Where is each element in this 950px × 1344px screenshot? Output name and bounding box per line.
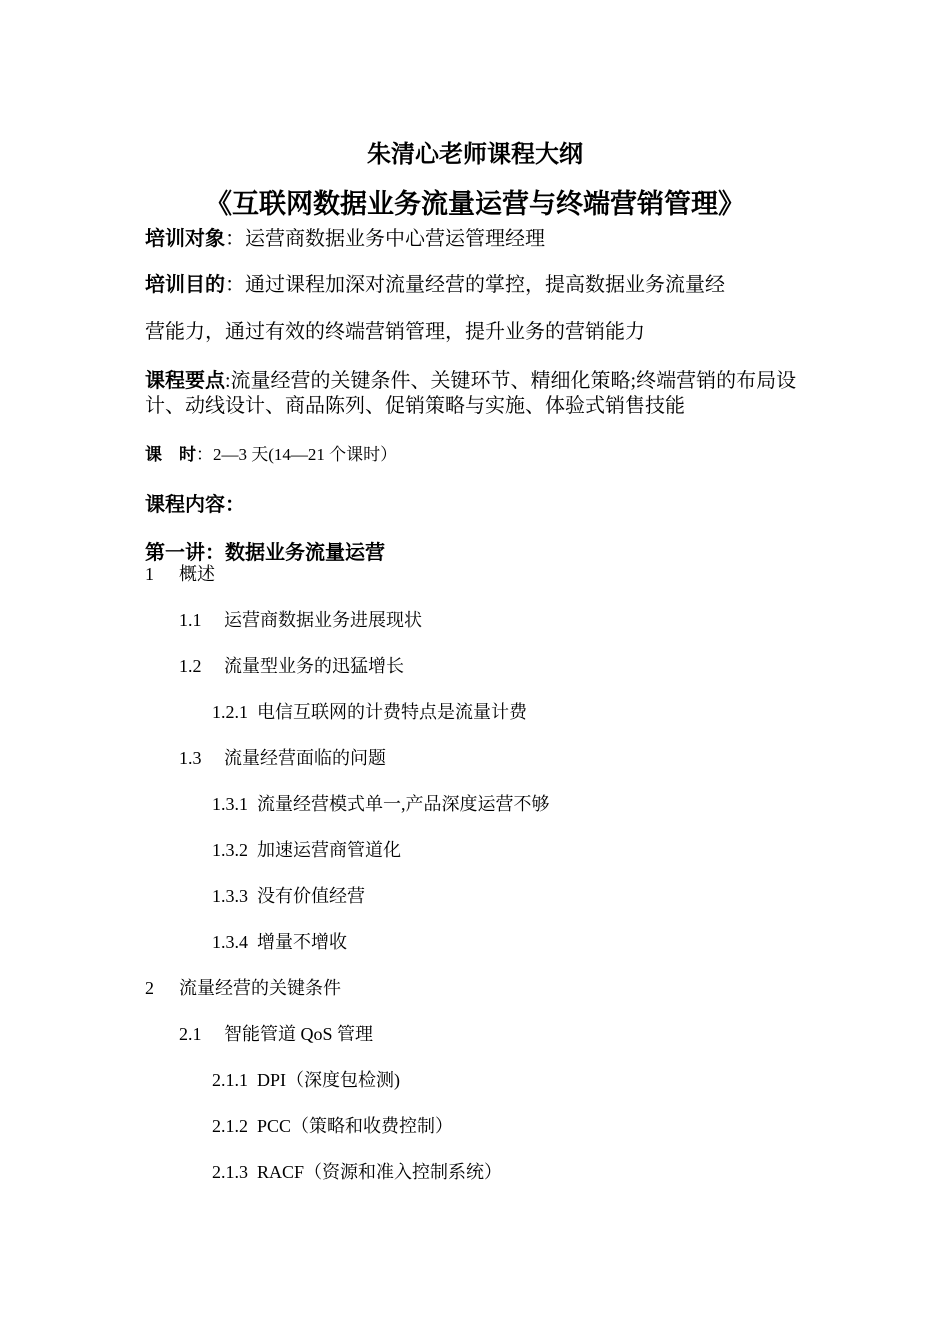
outline-item bbox=[212, 700, 527, 724]
outline-text: 增量不增收 bbox=[257, 932, 347, 952]
course-hours bbox=[145, 443, 397, 467]
training-target-value: ：运营商数据业务中心营运管理经理 bbox=[225, 228, 545, 250]
outline-text: PCC（策略和收费控制） bbox=[257, 1116, 454, 1136]
outline-number: 1.3 bbox=[179, 748, 202, 768]
outline-number: 2 bbox=[145, 978, 154, 998]
training-target bbox=[145, 224, 815, 254]
outline-item bbox=[179, 746, 386, 770]
outline-number: 2.1 bbox=[179, 1024, 202, 1044]
outline-number: 1.3.2 bbox=[212, 840, 248, 860]
course-points-value: :流量经营的关键条件、关键环节、精细化策略;终端营销的布局设计、动线设计、商品陈列、促销策略与实施、体验式销售技能 bbox=[145, 370, 797, 417]
lecture-title: 数据业务流量运营 bbox=[225, 540, 385, 564]
outline-text: 流量经营的关键条件 bbox=[179, 978, 341, 998]
outline-item bbox=[212, 1068, 400, 1092]
outline-item bbox=[179, 1022, 373, 1046]
outline-item bbox=[145, 976, 341, 1000]
outline-text: 加速运营商管道化 bbox=[257, 840, 401, 860]
training-goal-continued: 营能力，通过有效的终端营销管理，提升业务的营销能力 bbox=[145, 321, 645, 343]
outline-text: 流量经营模式单一,产品深度运营不够 bbox=[257, 794, 550, 814]
training-goal-label: 培训目的 bbox=[145, 272, 225, 296]
outline-text: 智能管道 QoS 管理 bbox=[224, 1024, 374, 1044]
outline-text: DPI（深度包检测) bbox=[257, 1070, 400, 1090]
training-goal-value-line1: ：通过课程加深对流量经营的掌控，提高数据业务流量经 bbox=[225, 274, 725, 296]
course-points-label: 课程要点 bbox=[145, 368, 225, 392]
outline-item bbox=[179, 654, 404, 678]
course-hours-label: 课 时 bbox=[145, 445, 196, 465]
course-points bbox=[145, 368, 815, 419]
outline-number: 2.1.1 bbox=[212, 1070, 248, 1090]
outline-text: RACF（资源和准入控制系统） bbox=[257, 1162, 503, 1182]
outline-number: 1.3.4 bbox=[212, 932, 248, 952]
outline-number: 1.2.1 bbox=[212, 702, 248, 722]
outline-item bbox=[145, 562, 215, 586]
outline-item bbox=[212, 930, 347, 954]
outline-text: 运营商数据业务进展现状 bbox=[224, 610, 422, 630]
course-title: 《互联网数据业务流量运营与终端营销管理》 bbox=[205, 189, 745, 220]
outline-item bbox=[212, 1160, 502, 1184]
outline-text: 流量型业务的迅猛增长 bbox=[224, 656, 404, 676]
content-heading: 课程内容： bbox=[145, 492, 245, 516]
outline-item bbox=[179, 608, 422, 632]
outline-number: 1.1 bbox=[179, 610, 202, 630]
outline-item bbox=[212, 838, 401, 862]
outline-number: 2.1.2 bbox=[212, 1116, 248, 1136]
outline-item bbox=[212, 792, 550, 816]
lecture-heading bbox=[145, 536, 385, 565]
outline-text: 概述 bbox=[179, 564, 215, 584]
outline-number: 1.3.3 bbox=[212, 886, 248, 906]
course-hours-value: ：2—3 天(14—21 个课时） bbox=[196, 445, 398, 464]
outline-text: 没有价值经营 bbox=[257, 886, 365, 906]
training-goal bbox=[145, 270, 815, 300]
outline-text: 流量经营面临的问题 bbox=[224, 748, 386, 768]
outline-text: 电信互联网的计费特点是流量计费 bbox=[257, 702, 527, 722]
outline-item bbox=[212, 884, 365, 908]
outline-number: 1.3.1 bbox=[212, 794, 248, 814]
training-target-label: 培训对象 bbox=[145, 226, 225, 250]
document-title: 朱清心老师课程大纲 bbox=[367, 140, 583, 168]
outline-number: 2.1.3 bbox=[212, 1162, 248, 1182]
lecture-label: 第一讲： bbox=[145, 540, 225, 564]
outline-number: 1.2 bbox=[179, 656, 202, 676]
outline-item bbox=[212, 1114, 453, 1138]
outline-number: 1 bbox=[145, 564, 154, 584]
